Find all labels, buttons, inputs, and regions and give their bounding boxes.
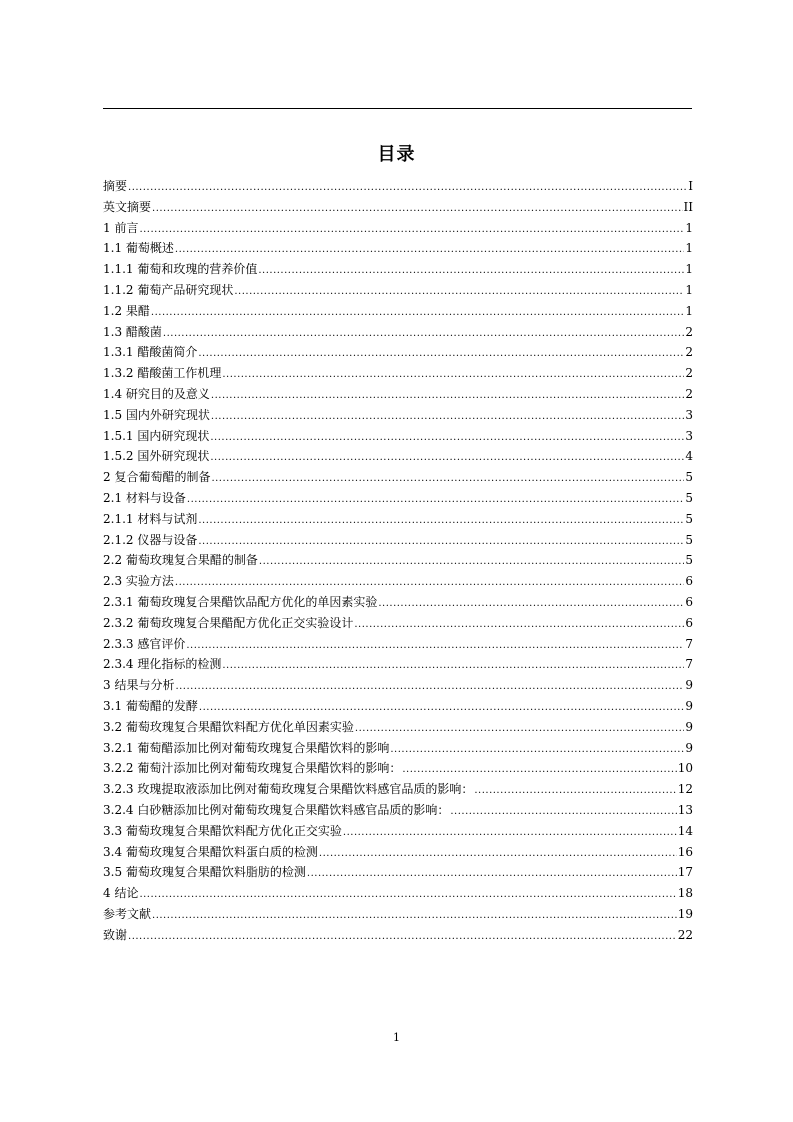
toc-entry[interactable] [103, 322, 693, 343]
toc-entry-label: 1 前言 [103, 220, 139, 235]
toc-entry-label: 1.4 研究目的及意义 [103, 386, 210, 401]
toc-entry-label: 3.2 葡萄玫瑰复合果醋饮料配方优化单因素实验 [103, 719, 354, 734]
toc-dot-leader [450, 802, 676, 823]
toc-entry-label: 2.1.2 仪器与设备 [103, 532, 198, 547]
toc-entry-page: 2 [685, 386, 693, 401]
toc-entry-page: 22 [677, 927, 693, 942]
toc-entry[interactable] [103, 197, 693, 218]
toc-entry[interactable] [103, 925, 693, 946]
toc-entry-page: 3 [685, 407, 693, 422]
toc-entry[interactable] [103, 738, 693, 759]
toc-dot-leader [222, 365, 684, 386]
toc-dot-leader [163, 324, 684, 345]
toc-entry[interactable] [103, 862, 693, 883]
toc-entry-label: 3.2.2 葡萄汁添加比例对葡萄玫瑰复合果醋饮料的影响： [103, 761, 402, 776]
toc-entry-label: 1.1 葡萄概述 [103, 241, 174, 256]
toc-entry-page: 10 [677, 761, 693, 776]
toc-entry-label: 3.2.1 葡萄醋添加比例对葡萄玫瑰复合果醋饮料的影响 [103, 740, 390, 755]
toc-entry-page: 9 [685, 698, 693, 713]
toc-entry[interactable] [103, 821, 693, 842]
toc-entry-label: 2.1.1 材料与试剂 [103, 511, 198, 526]
toc-entry-page: 5 [685, 470, 693, 485]
toc-entry-label: 1.3 醋酸菌 [103, 324, 162, 339]
toc-entry-label: 3.4 葡萄玫瑰复合果醋饮料蛋白质的检测 [103, 844, 318, 859]
toc-entry[interactable] [103, 384, 693, 405]
toc-entry[interactable] [103, 654, 693, 675]
toc-entry-page: 5 [685, 490, 693, 505]
toc-dot-leader [128, 178, 687, 199]
toc-entry-label: 3.2.4 白砂糖添加比例对葡萄玫瑰复合果醋饮料感官品质的影响： [103, 802, 450, 817]
toc-entry-label: 2.3.3 感官评价 [103, 636, 186, 651]
toc-entry-label: 1.5.2 国外研究现状 [103, 449, 210, 464]
toc-dot-leader [198, 532, 684, 553]
toc-entry-label: 2.3.2 葡萄玫瑰复合果醋配方优化正交实验设计 [103, 615, 354, 630]
toc-entry[interactable] [103, 904, 693, 925]
toc-entry[interactable] [103, 779, 693, 800]
toc-dot-leader [175, 677, 684, 698]
toc-entry[interactable] [103, 446, 693, 467]
toc-entry[interactable] [103, 675, 693, 696]
toc-entry[interactable] [103, 426, 693, 447]
toc-entry[interactable] [103, 488, 693, 509]
toc-dot-leader [198, 344, 684, 365]
toc-entry-label: 1.2 果醋 [103, 303, 150, 318]
toc-entry[interactable] [103, 467, 693, 488]
toc-dot-leader [210, 448, 684, 469]
toc-dot-leader [186, 636, 684, 657]
toc-dot-leader [139, 885, 676, 906]
toc-entry-page: 12 [677, 782, 693, 797]
toc-entry-label: 3.2.3 玫瑰提取液添加比例对葡萄玫瑰复合果醋饮料感官品质的影响： [103, 782, 474, 797]
toc-entry-label: 3.5 葡萄玫瑰复合果醋饮料脂肪的检测 [103, 865, 306, 880]
toc-dot-leader [258, 261, 684, 282]
toc-entry-label: 2.3.1 葡萄玫瑰复合果醋饮品配方优化的单因素实验 [103, 594, 378, 609]
toc-entry-page: 5 [685, 532, 693, 547]
toc-entry-page: 2 [685, 345, 693, 360]
toc-entry[interactable] [103, 218, 693, 239]
toc-entry[interactable] [103, 259, 693, 280]
toc-entry-label: 1.1.1 葡萄和玫瑰的营养价值 [103, 262, 258, 277]
toc-entry[interactable] [103, 883, 693, 904]
toc-entry-page: 9 [685, 678, 693, 693]
toc-entry[interactable] [103, 758, 693, 779]
toc-dot-leader [319, 844, 677, 865]
toc-dot-leader [139, 220, 684, 241]
toc-entry-label: 4 结论 [103, 886, 139, 901]
toc-entry-page: 7 [685, 657, 693, 672]
toc-entry-label: 摘要 [103, 179, 128, 193]
toc-entry[interactable] [103, 696, 693, 717]
toc-dot-leader [402, 760, 676, 781]
toc-entry-page: 6 [685, 574, 693, 589]
toc-entry-page: 1 [685, 220, 693, 235]
toc-entry-page: I [688, 179, 693, 193]
toc-entry-page: 6 [685, 594, 693, 609]
toc-entry-label: 1.5.1 国内研究现状 [103, 428, 210, 443]
toc-dot-leader [198, 511, 684, 532]
toc-entry-label: 3.3 葡萄玫瑰复合果醋饮料配方优化正交实验 [103, 823, 342, 838]
toc-entry-page: 17 [677, 865, 693, 880]
toc-dot-leader [152, 199, 683, 220]
toc-dot-leader [234, 282, 684, 303]
toc-entry-label: 参考文献 [103, 906, 152, 921]
toc-entry-label: 2.1 材料与设备 [103, 490, 186, 505]
toc-entry-page: 2 [685, 366, 693, 381]
toc-entry-label: 3 结果与分析 [103, 678, 175, 693]
toc-entry[interactable] [103, 301, 693, 322]
table-of-contents [103, 176, 693, 945]
toc-dot-leader [211, 469, 684, 490]
toc-entry-page: 7 [685, 636, 693, 651]
toc-entry[interactable] [103, 280, 693, 301]
toc-entry-page: 5 [685, 553, 693, 568]
toc-entry-label: 2.3.4 理化指标的检测 [103, 657, 222, 672]
toc-dot-leader [474, 781, 676, 802]
toc-dot-leader [175, 573, 684, 594]
toc-entry-label: 2.2 葡萄玫瑰复合果醋的制备 [103, 553, 258, 568]
toc-entry[interactable] [103, 238, 693, 259]
toc-entry[interactable] [103, 842, 693, 863]
toc-entry[interactable] [103, 509, 693, 530]
toc-dot-leader [210, 428, 684, 449]
toc-entry-page: 6 [685, 615, 693, 630]
toc-entry-page: 2 [685, 324, 693, 339]
toc-entry[interactable] [103, 176, 693, 197]
toc-dot-leader [222, 656, 684, 677]
toc-dot-leader [151, 303, 684, 324]
page-title: 目录 [377, 144, 416, 165]
toc-dot-leader [187, 490, 684, 511]
toc-entry[interactable] [103, 342, 693, 363]
toc-entry-page: 1 [685, 241, 693, 256]
toc-entry-page: 4 [685, 449, 693, 464]
toc-dot-leader [211, 407, 684, 428]
toc-entry[interactable] [103, 592, 693, 613]
toc-entry-page: 14 [677, 823, 693, 838]
toc-dot-leader [211, 386, 684, 407]
toc-entry-page: 3 [685, 428, 693, 443]
toc-entry-label: 1.5 国内外研究现状 [103, 407, 210, 422]
toc-entry-label: 1.3.2 醋酸菌工作机理 [103, 366, 222, 381]
toc-entry-page: 1 [685, 262, 693, 277]
toc-entry[interactable] [103, 613, 693, 634]
toc-dot-leader [199, 698, 684, 719]
toc-entry-page: II [683, 199, 693, 214]
toc-entry[interactable] [103, 530, 693, 551]
toc-entry-label: 3.1 葡萄醋的发酵 [103, 698, 198, 713]
toc-entry-label: 致谢 [103, 927, 128, 942]
toc-entry[interactable] [103, 800, 693, 821]
toc-dot-leader [355, 719, 684, 740]
header-rule [103, 108, 692, 109]
toc-entry-page: 18 [677, 886, 693, 901]
toc-dot-leader [343, 823, 677, 844]
toc-entry-label: 英文摘要 [103, 199, 152, 214]
toc-entry-page: 13 [677, 802, 693, 817]
toc-entry-page: 19 [677, 906, 693, 921]
toc-entry[interactable] [103, 571, 693, 592]
toc-entry-label: 2.3 实验方法 [103, 574, 174, 589]
toc-dot-leader [307, 864, 677, 885]
toc-entry-page: 5 [685, 511, 693, 526]
toc-entry-label: 1.1.2 葡萄产品研究现状 [103, 282, 234, 297]
toc-entry-page: 16 [677, 844, 693, 859]
page-number: 1 [393, 1031, 400, 1044]
toc-dot-leader [390, 740, 684, 761]
toc-dot-leader [378, 594, 684, 615]
toc-dot-leader [354, 615, 684, 636]
toc-dot-leader [175, 240, 684, 261]
toc-entry-page: 9 [685, 719, 693, 734]
toc-entry[interactable] [103, 363, 693, 384]
toc-entry-page: 1 [685, 303, 693, 318]
toc-entry[interactable] [103, 550, 693, 571]
toc-entry-page: 1 [685, 282, 693, 297]
toc-entry-label: 1.3.1 醋酸菌简介 [103, 345, 198, 360]
toc-dot-leader [259, 552, 684, 573]
toc-dot-leader [152, 906, 677, 927]
toc-entry[interactable] [103, 717, 693, 738]
toc-dot-leader [128, 927, 677, 948]
toc-entry-label: 2 复合葡萄醋的制备 [103, 470, 211, 485]
toc-entry[interactable] [103, 634, 693, 655]
toc-entry[interactable] [103, 405, 693, 426]
toc-entry-page: 9 [685, 740, 693, 755]
